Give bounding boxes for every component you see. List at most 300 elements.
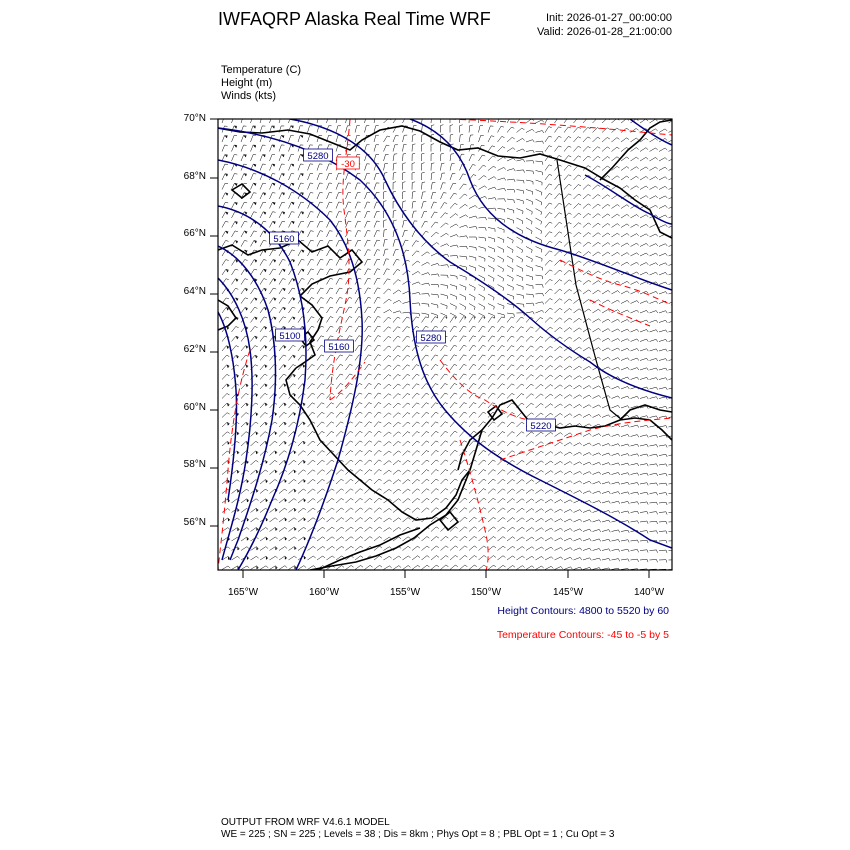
wind-barb <box>346 307 353 313</box>
wind-barb <box>612 147 620 151</box>
wind-barb <box>526 499 534 503</box>
wind-barb <box>593 147 601 152</box>
wind-barb <box>612 444 620 447</box>
wind-barb <box>289 384 296 389</box>
wind-barb <box>479 546 487 551</box>
wind-barb <box>659 387 667 390</box>
wind-barb <box>574 510 582 513</box>
wind-barb <box>555 327 563 332</box>
wind-barb <box>517 422 525 427</box>
wind-barb <box>631 224 639 227</box>
wind-barb <box>232 174 238 180</box>
wind-barb <box>374 259 380 265</box>
wind-barb <box>612 128 620 133</box>
wind-barb <box>374 364 381 370</box>
wind-barb <box>374 183 379 190</box>
wind-barb <box>602 252 610 256</box>
wind-barb <box>241 432 249 437</box>
wind-barb <box>355 412 362 417</box>
wind-barb <box>631 186 639 190</box>
wind-barb <box>384 413 392 418</box>
wind-barb <box>507 218 514 223</box>
wind-barb <box>469 227 477 230</box>
wind-barb <box>602 300 610 304</box>
wind-barb <box>555 203 562 208</box>
wind-barb <box>232 327 239 333</box>
wind-barb <box>403 144 407 151</box>
wind-barb <box>545 356 553 361</box>
wind-barb <box>507 518 515 522</box>
wind-barb <box>431 345 438 351</box>
wind-barb <box>403 403 411 408</box>
wind-barb <box>564 481 572 484</box>
wind-barb <box>574 146 581 151</box>
wind-barb <box>517 547 525 551</box>
wind-barb <box>355 431 362 436</box>
wind-barb <box>403 317 410 323</box>
wind-barb <box>308 518 316 522</box>
wind-barb <box>602 338 610 341</box>
wind-barb <box>669 196 677 199</box>
wind-barb <box>564 137 571 143</box>
wind-barb <box>450 203 457 208</box>
wind-barb <box>450 384 457 390</box>
wind-barb <box>355 422 362 427</box>
wind-barb <box>374 250 380 256</box>
wind-barb <box>488 565 496 569</box>
wind-barb <box>317 489 325 494</box>
wind-barb <box>574 280 582 284</box>
wind-barb <box>422 498 430 503</box>
wind-barb <box>640 416 648 419</box>
wind-barb <box>555 471 563 475</box>
wind-barb <box>621 339 629 342</box>
wind-barb <box>507 403 515 408</box>
wind-barb <box>384 239 388 246</box>
wind-barb <box>593 271 601 275</box>
wind-barb <box>498 147 506 152</box>
wind-barb <box>650 473 658 476</box>
wind-barb <box>279 221 285 227</box>
wind-barb <box>536 302 544 305</box>
wind-barb <box>460 225 468 228</box>
wind-barb <box>403 479 411 484</box>
wind-barb <box>517 537 525 541</box>
wind-barb <box>251 116 256 123</box>
wind-barb <box>583 433 591 436</box>
wind-barb <box>403 336 410 341</box>
wind-barb <box>241 307 248 313</box>
wind-barb <box>412 432 420 437</box>
wind-barb <box>441 233 449 237</box>
wind-barb <box>431 274 439 277</box>
wind-barb <box>469 565 477 570</box>
wind-barb <box>298 508 306 512</box>
wind-barb <box>545 385 553 390</box>
wind-barb <box>289 518 297 522</box>
wind-barb <box>650 330 658 333</box>
wind-barb <box>545 203 552 209</box>
wind-barb <box>612 549 620 552</box>
wind-barb <box>374 460 382 465</box>
wind-barb <box>327 431 335 436</box>
wind-barb <box>498 527 506 532</box>
wind-barb <box>498 422 506 427</box>
wind-barb <box>336 537 344 541</box>
wind-barb <box>317 422 324 427</box>
wind-barb <box>507 148 515 152</box>
wind-barb <box>289 279 296 285</box>
wind-barb <box>374 278 380 284</box>
wind-barb <box>279 365 286 370</box>
wind-barb <box>593 539 601 542</box>
wind-barb <box>393 327 400 332</box>
wind-barb <box>374 431 381 436</box>
wind-barb <box>279 288 286 294</box>
wind-barb <box>441 193 447 199</box>
wind-barb <box>631 473 639 476</box>
wind-barb <box>308 240 314 246</box>
wind-barb <box>479 355 486 361</box>
wind-barb <box>384 556 392 560</box>
wind-barb <box>355 193 361 200</box>
wind-barb <box>365 412 372 417</box>
wind-barb <box>441 183 446 190</box>
wind-barb <box>441 285 448 289</box>
wind-barb <box>469 165 476 171</box>
wind-barb <box>507 127 514 132</box>
wind-barb <box>574 385 582 389</box>
wind-barb <box>298 279 305 285</box>
wind-barb <box>574 529 582 532</box>
wind-barb <box>602 290 610 294</box>
wind-barb <box>479 256 486 262</box>
wind-barb <box>669 206 677 209</box>
wind-barb <box>488 336 495 342</box>
wind-barb <box>270 212 276 218</box>
lon-label-150w: 150°W <box>470 587 502 598</box>
wind-barb <box>441 374 448 380</box>
wind-barb <box>583 472 591 475</box>
wind-barb <box>336 221 342 227</box>
wind-barb <box>507 317 514 323</box>
wind-barb <box>498 237 504 243</box>
wind-barb <box>422 451 430 456</box>
wind-barb <box>640 157 648 161</box>
wind-barb <box>412 317 419 323</box>
wind-barb <box>450 355 457 361</box>
wind-barb <box>507 422 515 427</box>
wind-barb <box>640 176 648 180</box>
wind-barb <box>336 508 344 513</box>
wind-barb <box>260 326 267 332</box>
wind-barb <box>279 116 284 123</box>
wind-barb <box>593 223 601 227</box>
wind-barb <box>412 479 420 484</box>
wind-barb <box>422 212 428 219</box>
wind-barb <box>650 512 658 515</box>
wind-barb <box>393 374 401 379</box>
wind-barb <box>507 451 515 456</box>
wind-barb <box>479 237 486 241</box>
wind-barb <box>308 269 314 275</box>
wind-barb <box>479 135 484 142</box>
wind-barb <box>507 499 515 504</box>
wind-barb <box>422 163 425 171</box>
wind-barb <box>232 403 240 408</box>
wind-barb <box>469 384 476 390</box>
wind-barb <box>279 432 287 437</box>
field-winds-label: Winds (kts) <box>221 90 276 102</box>
contour-label: 5100 <box>279 331 301 342</box>
wind-barb <box>469 508 477 513</box>
wind-barb <box>631 559 639 562</box>
wind-barb <box>412 144 415 152</box>
wind-barb <box>583 194 591 199</box>
wind-barb <box>365 383 372 389</box>
wind-barb <box>460 326 467 332</box>
wind-barb <box>403 163 406 171</box>
wind-barb <box>640 492 648 495</box>
wind-barb <box>431 173 435 180</box>
wind-barb <box>555 127 562 133</box>
wind-barb <box>650 521 658 524</box>
wind-barb <box>545 365 553 370</box>
wind-barb <box>450 403 457 408</box>
wind-barb <box>431 355 438 361</box>
wind-barb <box>650 263 658 266</box>
wind-barb <box>403 230 408 237</box>
wind-barb <box>621 281 629 284</box>
wind-barb <box>412 365 419 370</box>
wind-barb <box>412 303 420 306</box>
wind-barb <box>336 489 344 494</box>
wind-barb <box>659 129 667 133</box>
wind-barb <box>374 450 381 455</box>
wind-barb <box>298 489 306 494</box>
wind-barb <box>365 565 373 569</box>
wind-barb <box>564 548 572 551</box>
wind-barb <box>336 126 341 133</box>
wind-barb <box>669 349 677 352</box>
wind-barb <box>441 317 448 323</box>
wind-barb <box>526 180 533 184</box>
wind-barb <box>602 243 610 247</box>
wind-barb <box>327 403 334 408</box>
wind-barb <box>460 364 467 370</box>
wind-barb <box>669 167 677 170</box>
wind-barb <box>374 173 379 180</box>
wind-barb <box>317 221 323 227</box>
wind-barb <box>574 347 582 351</box>
wind-barb <box>317 202 323 208</box>
wind-barb <box>583 481 591 484</box>
wind-barb <box>507 527 515 531</box>
wind-barb <box>555 117 562 123</box>
wind-barb <box>450 173 455 180</box>
wind-barb <box>298 259 304 265</box>
wind-barb <box>279 374 286 379</box>
wind-barb <box>659 464 667 467</box>
wind-barb <box>479 460 487 465</box>
wind-barb <box>659 196 667 199</box>
wind-barb <box>640 215 648 218</box>
wind-barb <box>564 442 572 446</box>
wind-barb <box>298 566 306 570</box>
wind-barb <box>640 521 648 524</box>
wind-barb <box>593 443 601 446</box>
wind-barb <box>517 374 525 379</box>
wind-barb <box>403 470 411 475</box>
wind-barb <box>669 273 677 276</box>
wind-barb <box>469 374 476 380</box>
wind-barb <box>479 217 487 220</box>
wind-barb <box>403 508 411 512</box>
wind-barb <box>640 186 648 190</box>
wind-barb <box>621 358 629 361</box>
wind-barb <box>412 451 420 456</box>
wind-barb <box>222 509 230 513</box>
wind-barb <box>422 431 429 436</box>
wind-barb <box>507 169 515 172</box>
wind-barb <box>631 339 639 342</box>
wind-barb <box>612 262 620 266</box>
wind-barb <box>545 375 553 380</box>
wind-barb <box>289 317 296 323</box>
wind-barb <box>403 546 411 550</box>
wind-barb <box>498 256 504 262</box>
wind-barb <box>279 508 287 512</box>
wind-barb <box>574 213 582 218</box>
wind-barb <box>574 414 582 418</box>
wind-barb <box>384 422 392 427</box>
wind-barb <box>621 434 629 437</box>
wind-barb <box>431 441 438 446</box>
wind-barb <box>222 451 230 456</box>
wind-barb <box>536 442 544 446</box>
wind-barb <box>260 432 268 437</box>
wind-barb <box>593 290 601 294</box>
wind-barb <box>564 184 571 189</box>
wind-barb <box>650 148 658 152</box>
wind-barb <box>327 498 335 503</box>
wind-barb <box>574 318 582 322</box>
wind-barb <box>545 547 553 550</box>
wind-barb <box>403 327 410 332</box>
wind-barb <box>298 355 305 361</box>
wind-barb <box>640 224 648 227</box>
wind-barb <box>384 317 391 322</box>
wind-barb <box>241 221 247 227</box>
wind-barb <box>441 294 448 299</box>
wind-barb <box>621 224 629 228</box>
wind-barb <box>431 508 439 513</box>
wind-barb <box>441 556 449 561</box>
wind-barb <box>270 288 277 294</box>
wind-barb <box>251 135 257 142</box>
wind-barb <box>260 317 267 323</box>
wind-barb <box>251 518 259 522</box>
wind-barb <box>270 441 278 446</box>
wind-barb <box>431 489 439 494</box>
wind-barb <box>365 126 370 133</box>
wind-barb <box>545 165 552 171</box>
wind-barb <box>327 173 333 180</box>
wind-barb <box>298 393 305 398</box>
wind-barb <box>317 412 324 417</box>
wind-barb <box>507 256 513 262</box>
wind-barb <box>260 528 268 532</box>
lat-label-56: 56°N <box>183 517 206 528</box>
wind-barb <box>308 556 316 560</box>
wind-barb <box>327 441 335 446</box>
wind-barb <box>650 205 658 208</box>
wind-barb <box>384 279 391 285</box>
wind-barb <box>365 202 371 209</box>
wind-barb <box>317 451 325 456</box>
wind-barb <box>659 531 667 534</box>
wind-barb <box>308 212 314 218</box>
wind-barb <box>650 196 658 199</box>
wind-barb <box>517 527 525 531</box>
wind-barb <box>241 279 248 285</box>
wind-barb <box>450 565 458 570</box>
wind-barb <box>488 156 496 161</box>
wind-barb <box>260 269 267 275</box>
contour-label: 5160 <box>328 342 350 353</box>
wind-barb <box>422 508 430 513</box>
wind-barb <box>583 185 591 190</box>
wind-barb <box>545 557 553 560</box>
wind-barb <box>393 250 399 257</box>
wind-barb <box>574 175 582 180</box>
wind-barb <box>355 221 361 227</box>
wind-barb <box>346 441 354 446</box>
wind-barb <box>612 339 620 342</box>
wind-barb <box>270 537 278 541</box>
wind-barb <box>583 280 591 284</box>
wind-barb <box>327 508 335 513</box>
wind-barb <box>545 318 553 323</box>
wind-barb <box>260 145 266 152</box>
wind-barb <box>374 145 379 152</box>
wind-barb <box>279 489 287 493</box>
wind-barb <box>498 432 506 437</box>
wind-barb <box>365 212 371 219</box>
wind-barb <box>308 126 313 133</box>
wind-barb <box>669 263 677 266</box>
wind-barb <box>279 393 286 398</box>
wind-barb <box>431 536 439 541</box>
wind-barb <box>536 199 542 205</box>
wind-barb <box>384 489 392 493</box>
wind-barb <box>555 433 563 437</box>
wind-barb <box>441 244 449 247</box>
wind-barb <box>355 450 363 455</box>
wind-barb <box>650 311 658 313</box>
wind-barb <box>346 126 351 133</box>
wind-barb <box>450 125 453 133</box>
wind-barb <box>669 359 677 362</box>
wind-barb <box>593 338 601 342</box>
wind-barb <box>460 246 468 249</box>
wind-barb <box>488 431 495 436</box>
wind-barb <box>422 441 430 446</box>
wind-barb <box>669 330 677 333</box>
wind-barb <box>564 280 572 285</box>
wind-barb <box>659 186 667 189</box>
wind-barb <box>374 565 382 569</box>
